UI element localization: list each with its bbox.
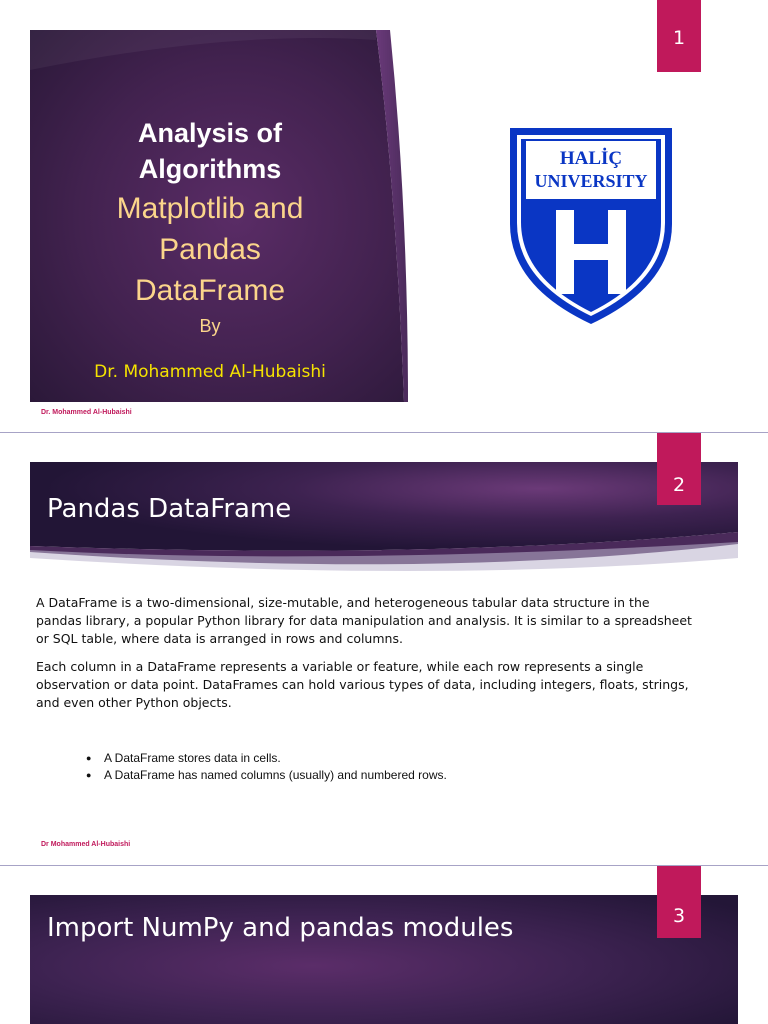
slide-2 [0, 433, 768, 865]
subtitle [30, 188, 390, 311]
slide-title: Import NumPy and pandas modules [47, 913, 514, 943]
slide-title: Pandas DataFrame [47, 494, 292, 524]
footer-author: Dr Mohammed Al-Hubaishi [41, 841, 131, 848]
logo-text-line2: UNIVERSITY [534, 171, 648, 191]
logo-text-line1: HALİÇ [559, 148, 623, 169]
university-logo [508, 126, 674, 326]
subtitle-line: DataFrame [134, 274, 286, 307]
title-line: Algorithms [138, 154, 282, 184]
subtitle-line: Pandas [159, 233, 261, 266]
footer-author: Dr. Mohammed Al-Hubaishi [41, 409, 132, 416]
subtitle-line: Matplotlib and [116, 192, 304, 225]
page-number-tab: 2 [657, 433, 701, 505]
by-label: By [199, 316, 221, 336]
author-name: Dr. Mohammed Al-Hubaishi [94, 362, 326, 382]
page-number-tab: 1 [657, 0, 701, 72]
bullet-item: ● A DataFrame stores data in cells. [36, 750, 447, 767]
bullet-list [36, 750, 447, 784]
body-paragraph: Each column in a DataFrame represents a variable or feature, while each row represents a single observation or data point. DataFrames can hold various types of data, including integers, floats, strings, and even other Python objects. [36, 659, 689, 710]
slide-1 [0, 0, 768, 432]
slide-3 [0, 866, 768, 1024]
page-number-tab: 3 [657, 866, 701, 938]
title [30, 115, 390, 187]
body-paragraph: A DataFrame is a two-dimensional, size-mutable, and heterogeneous tabular data structure in the pandas library, a popular Python library for data manipulation and analysis. It is similar to a spreadsheet or SQL table, where data is arranged in rows and columns. [36, 595, 692, 646]
title-line: Analysis of [137, 118, 283, 148]
bullet-item: ● A DataFrame has named columns (usually) and numbered rows. [36, 767, 447, 784]
